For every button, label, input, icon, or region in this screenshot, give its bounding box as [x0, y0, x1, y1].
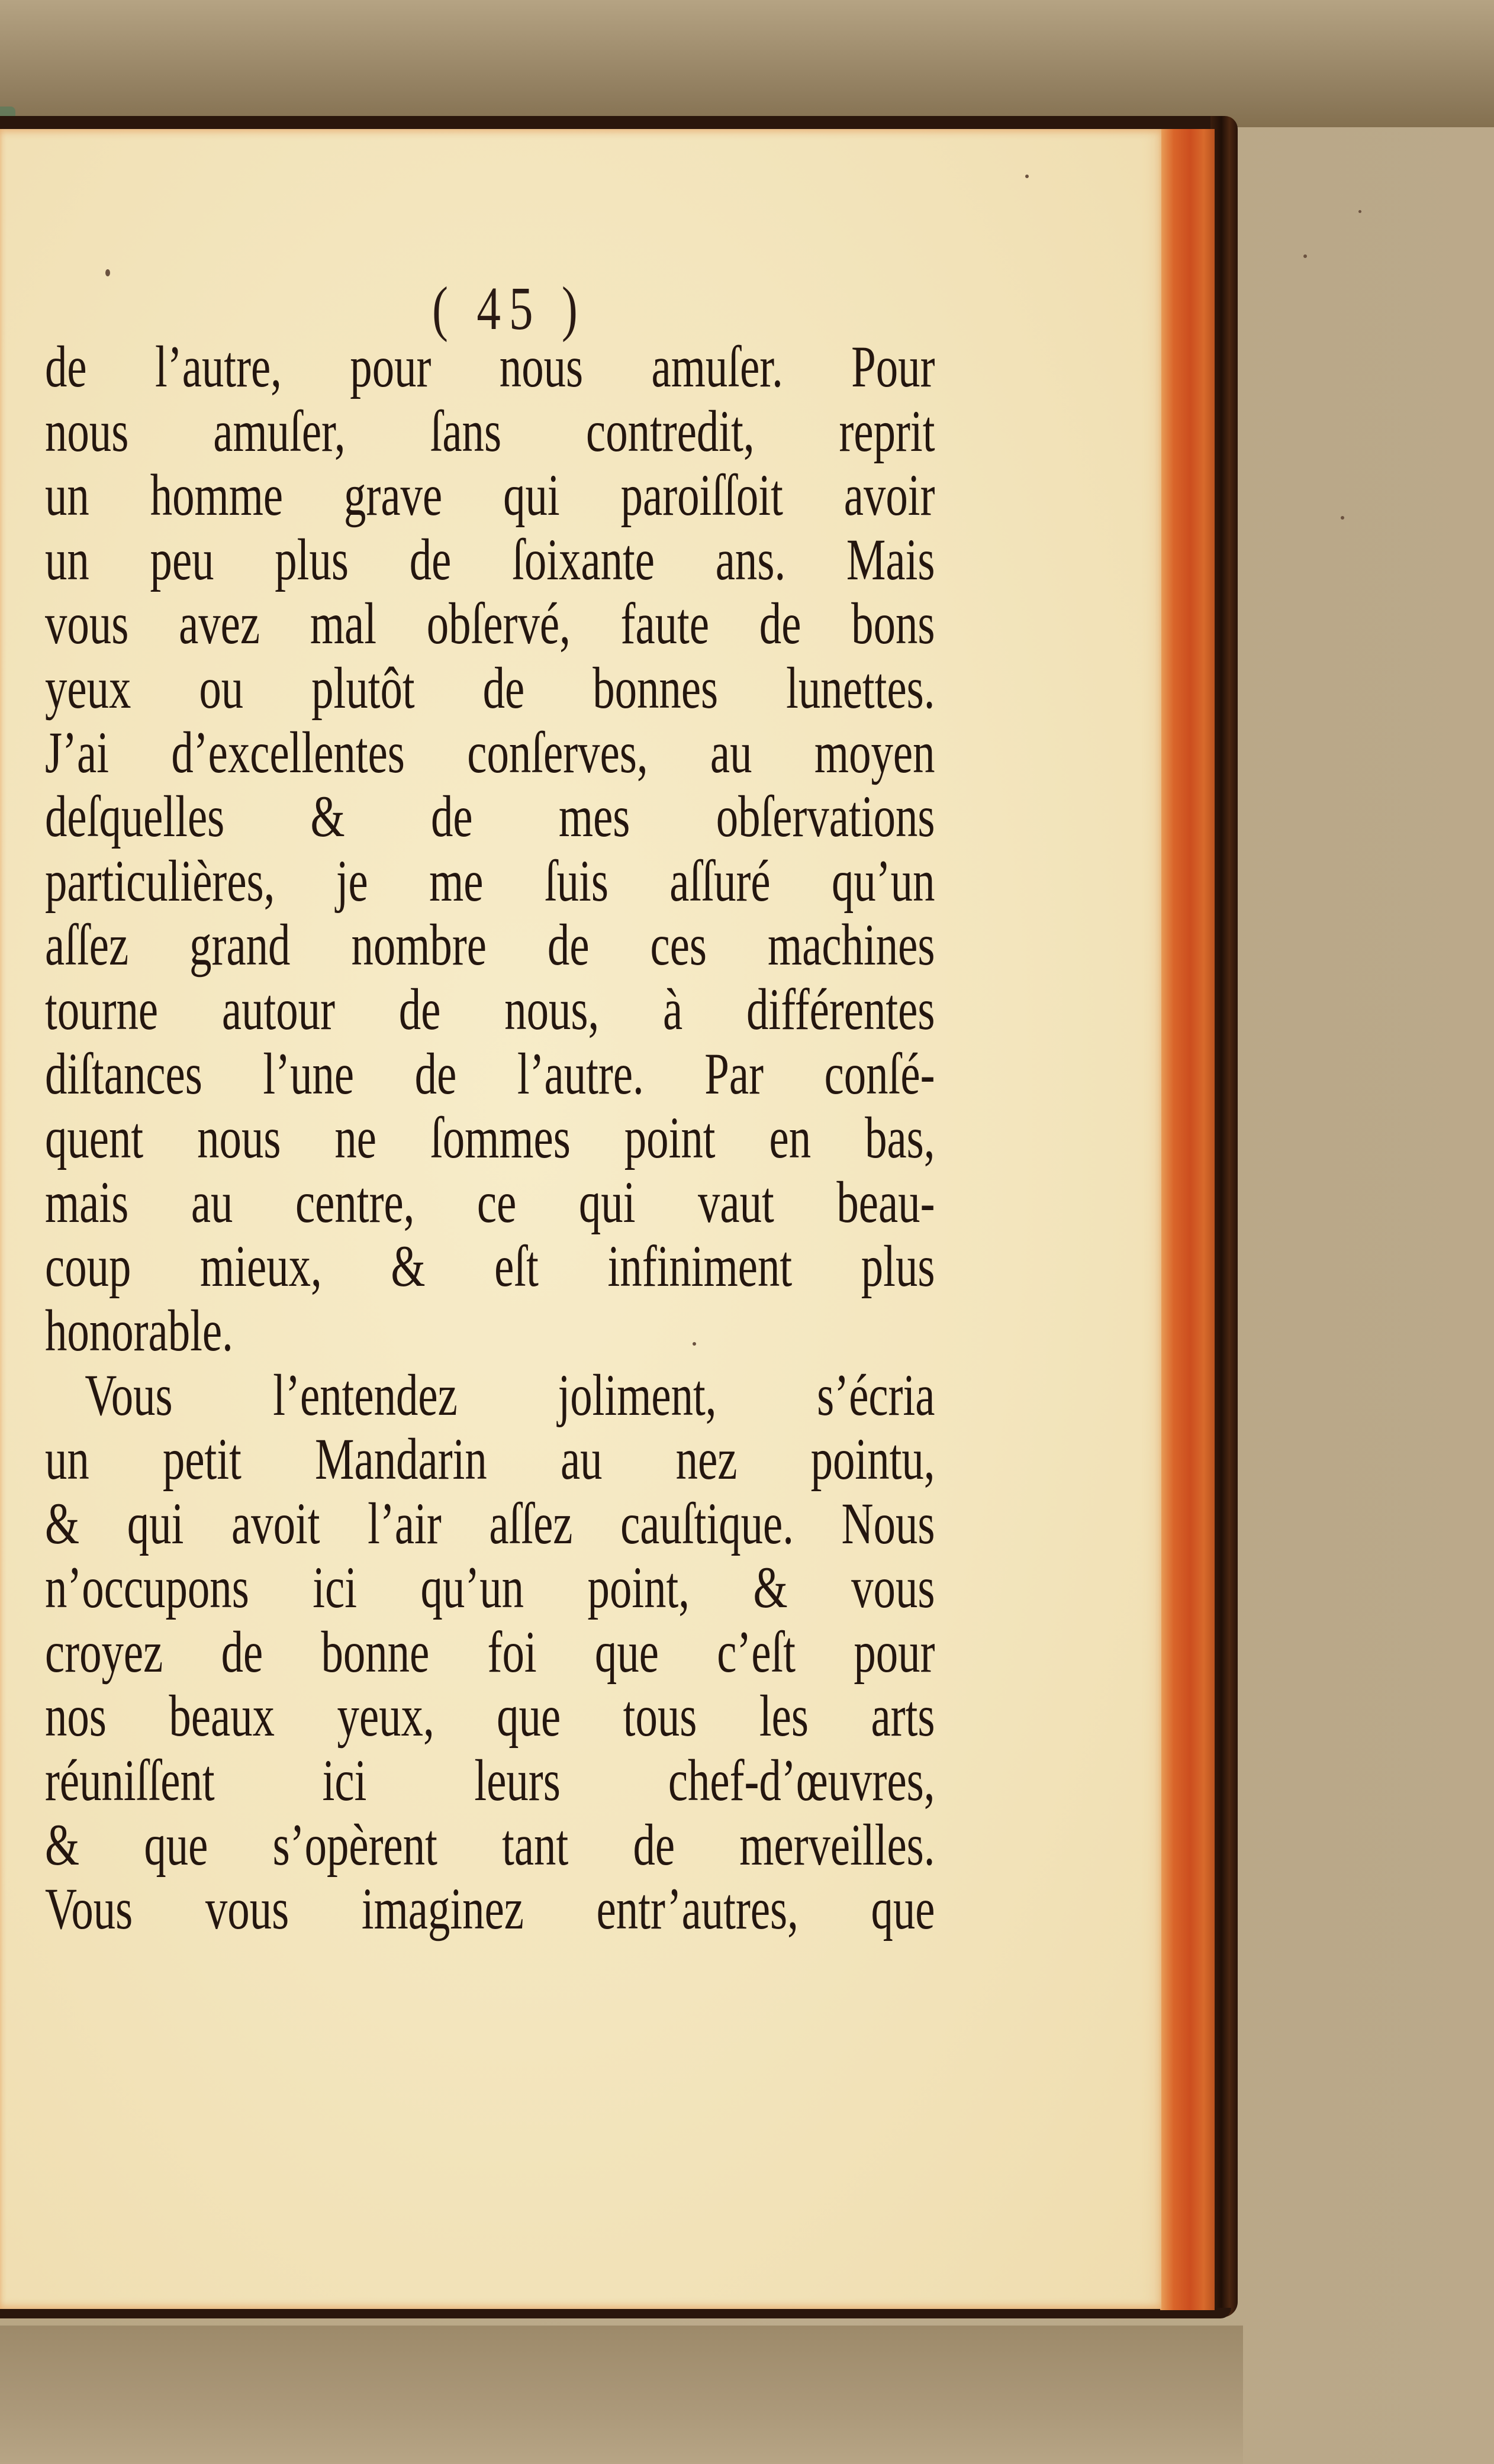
paragraph-2: [45, 1363, 935, 1941]
text-line: croyez de bonne foi que c’eſt pour: [45, 1618, 935, 1685]
text-line: vous avez mal obſervé, faute de bons: [45, 591, 935, 657]
scan-background-bottom: [0, 2326, 1243, 2464]
text-line: honorable.: [45, 1297, 233, 1363]
text-line: & que s’opèrent tant de merveilles.: [45, 1811, 935, 1878]
text-line: coup mieux, & eſt infiniment plus: [45, 1233, 935, 1299]
text-line: & qui avoit l’air aſſez cauſtique. Nous: [45, 1490, 935, 1556]
text-line: Vous l’entendez joliment, s’écria: [85, 1362, 935, 1428]
page-text: [45, 335, 935, 1941]
text-line: aſſez grand nombre de ces machines: [45, 912, 935, 978]
text-line: un peu plus de ſoixante ans. Mais: [45, 526, 935, 592]
scan-background-top: [0, 0, 1494, 127]
paper-speck: [1025, 175, 1029, 178]
paper-speck: [1303, 254, 1307, 258]
text-line: diſtances l’une de l’autre. Par conſé-: [45, 1040, 935, 1107]
book-cover-top-edge: [0, 116, 1222, 129]
text-line: J’ai d’excellentes conſerves, au moyen: [45, 719, 935, 785]
text-line: un petit Mandarin au nez pointu,: [45, 1426, 935, 1492]
text-line: tourne autour de nous, à différentes: [45, 976, 935, 1042]
text-line: réuniſſent ici leurs chef-d’œuvres,: [45, 1747, 935, 1814]
text-line: nos beaux yeux, que tous les arts: [45, 1683, 935, 1749]
text-line: Vous vous imaginez entr’autres, que: [45, 1876, 935, 1942]
text-line: nous amuſer, ſans contredit, reprit: [45, 398, 935, 464]
text-line: un homme grave qui paroiſſoit avoir: [45, 462, 935, 528]
paper-speck: [693, 1342, 696, 1346]
text-line: deſquelles & de mes obſervations: [45, 783, 935, 850]
paper-speck: [1341, 516, 1344, 520]
text-line: particulières, je me ſuis aſſuré qu’un: [45, 847, 935, 914]
paper-speck: [105, 269, 110, 276]
text-line: quent nous ne ſommes point en bas,: [45, 1105, 935, 1171]
text-line: mais au centre, ce qui vaut beau-: [45, 1169, 935, 1235]
text-line: yeux ou plutôt de bonnes lunettes.: [45, 654, 935, 721]
paragraph-1: [45, 335, 935, 1363]
text-line: n’occupons ici qu’un point, & vous: [45, 1554, 935, 1621]
page-fore-edge: [1160, 129, 1215, 2310]
book-cover-bottom-edge: [0, 2308, 1231, 2318]
text-line: de l’autre, pour nous amuſer. Pour: [45, 334, 935, 399]
page-number: ( 45 ): [432, 275, 586, 343]
paper-speck: [1358, 210, 1361, 213]
